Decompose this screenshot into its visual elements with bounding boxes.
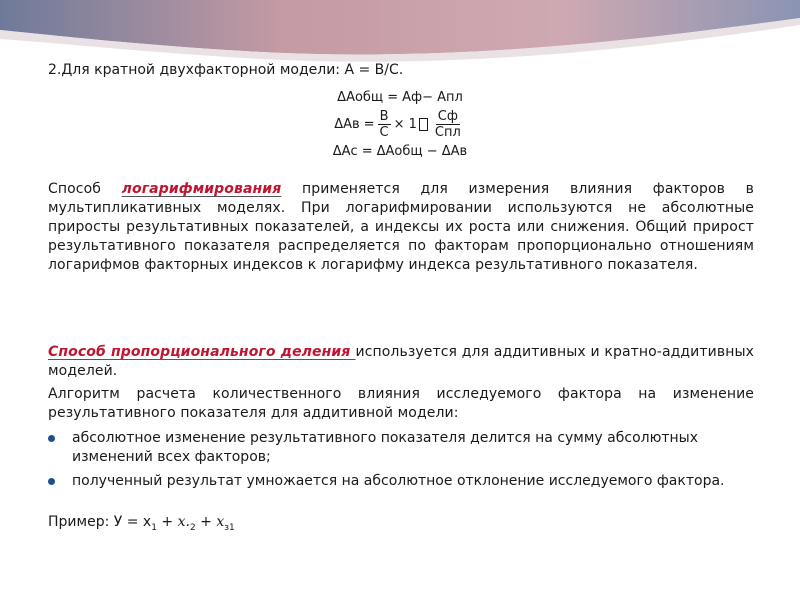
formula-equals: = [387,89,399,105]
formula-factor-b [0,106,800,142]
formula-fraction [378,110,391,139]
algorithm-paragraph: Алгоритм расчета количественного влияния исследуемого фактора на изменение результативного показателя для аддитивной модели: [48,386,754,421]
example-subscript: 1 [151,522,157,533]
fraction-numerator: Сф [437,108,458,124]
fraction-numerator: В [379,108,389,124]
example-label: Пример: У = х [48,514,152,530]
bullet-dot-icon [48,435,55,442]
bullet-text: абсолютное изменение результативного показателя делится на сумму абсолютных изменений всех факторов; [72,430,699,465]
bullet-dot-icon [48,478,55,485]
proportional-division-paragraph [48,343,754,381]
example-line [48,514,235,533]
formula-term: ΔАс [332,143,358,159]
bullet-item [48,429,760,467]
bullet-text: полученный результат умножается на абсолютное отклонение исследуемого фактора. [72,473,725,489]
example-term: х [216,514,225,530]
example-subscript: з1 [224,522,235,533]
paragraph-text: применяется для измерения влияния факторов в мультипликативных моделях. При логарифмировании используются не абсолютные приросты результативных показателей, а индексы их роста или снижения. Общий прирост результативного показателя распределяется по факторам пропорционально отношениям логарифмов факторных индексов к логарифму индекса результативного показателя. [48,181,755,273]
slide-title: 2.Для кратной двухфакторной модели: А = В/С. [48,62,404,78]
example-plus: + [156,514,178,530]
formula-term: × 1 [393,116,417,132]
fraction-denominator: С [379,124,389,140]
proportional-division-term: Способ пропорционального деления [48,344,356,360]
formula-term: ΔАв [334,116,360,132]
fraction-denominator: Спл [434,124,461,140]
formula-total-change [0,88,800,106]
formula-term: ΔАобщ [337,89,384,105]
formula-block [0,88,800,160]
bullet-item [48,472,760,491]
header-wave-decoration [0,0,800,70]
example-term: х. [177,514,190,530]
formula-term: ΔАобщ − ΔАв [376,143,468,159]
example-subscript: 2 [189,522,196,533]
paragraph-text: используется для аддитивных и кратно-аддитивных моделей. [48,344,754,379]
logarithm-term: логарифмирования [121,181,282,197]
formula-factor-c [0,142,800,160]
logarithm-method-paragraph [48,180,754,275]
formula-term: Аф− Апл [402,89,463,105]
formula-equals: = [361,143,373,159]
paragraph-text: Способ [48,181,122,197]
formula-fraction [433,110,463,139]
example-plus: + [195,514,217,530]
formula-equals: = [363,116,375,132]
missing-glyph-box [419,118,428,131]
